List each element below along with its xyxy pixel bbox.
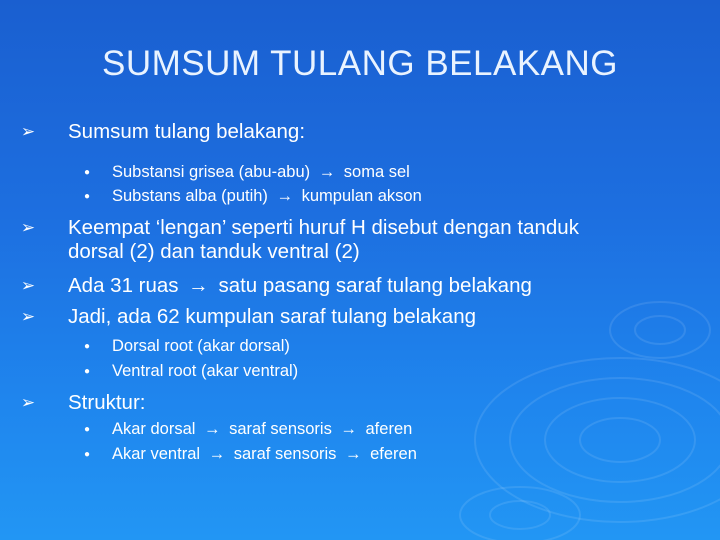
sub-bullet-item [0,336,672,357]
bullet-text: Ada 31 ruas → satu pasang saraf tulang belakang [68,274,532,297]
sub-bullet-text: Substansi grisea (abu-abu) → soma sel [112,163,410,181]
dot-bullet-icon: ● [83,191,91,202]
sub-bullet-item [0,361,672,382]
right-arrow-icon: → [340,420,357,438]
right-arrow-icon: → [318,163,336,181]
dot-bullet-icon: ● [83,449,91,460]
dot-bullet-icon: ● [83,341,91,352]
dot-bullet-icon: ● [83,167,91,178]
right-arrow-icon: → [204,420,221,438]
bullet-item [0,305,668,329]
dot-bullet-icon: ● [83,366,91,377]
bullet-text: Jadi, ada 62 kumpulan saraf tulang belakang [68,305,477,328]
right-arrow-icon: → [188,274,209,297]
sub-bullet-item [0,444,672,465]
right-arrow-icon: → [208,445,226,463]
arrow-bullet-icon: ➢ [20,307,36,326]
right-arrow-icon: → [276,187,294,205]
sub-bullet-item [0,419,672,440]
sub-bullet-text: Dorsal root (akar dorsal) [112,337,290,355]
bullet-item [0,391,668,415]
arrow-bullet-icon: ➢ [20,218,36,237]
arrow-bullet-icon: ➢ [20,276,36,295]
sub-bullet-text: Substans alba (putih) → kumpulan akson [112,187,422,205]
arrow-bullet-icon: ➢ [20,122,36,141]
bullet-item [0,120,668,144]
arrow-bullet-icon: ➢ [20,393,36,412]
sub-bullet-text: Akar ventral → saraf sensoris → eferen [112,445,417,463]
sub-bullet-text: Akar dorsal → saraf sensoris → aferen [112,420,413,438]
bullet-item [0,216,668,264]
bullet-text: Keempat ‘lengan’ seperti huruf H disebut dengan tanduk dorsal (2) dan tanduk ventral (2) [68,216,579,263]
slide-title: SUMSUM TULANG BELAKANG [101,44,619,83]
sub-bullet-text: Ventral root (akar ventral) [112,362,299,380]
bullet-text: Sumsum tulang belakang: [68,120,306,143]
sub-bullet-item [0,162,672,183]
dot-bullet-icon: ● [83,424,91,435]
right-arrow-icon: → [345,445,362,463]
bullet-text: Struktur: [68,391,146,414]
bullet-item [0,274,668,298]
sub-bullet-item [0,186,672,207]
